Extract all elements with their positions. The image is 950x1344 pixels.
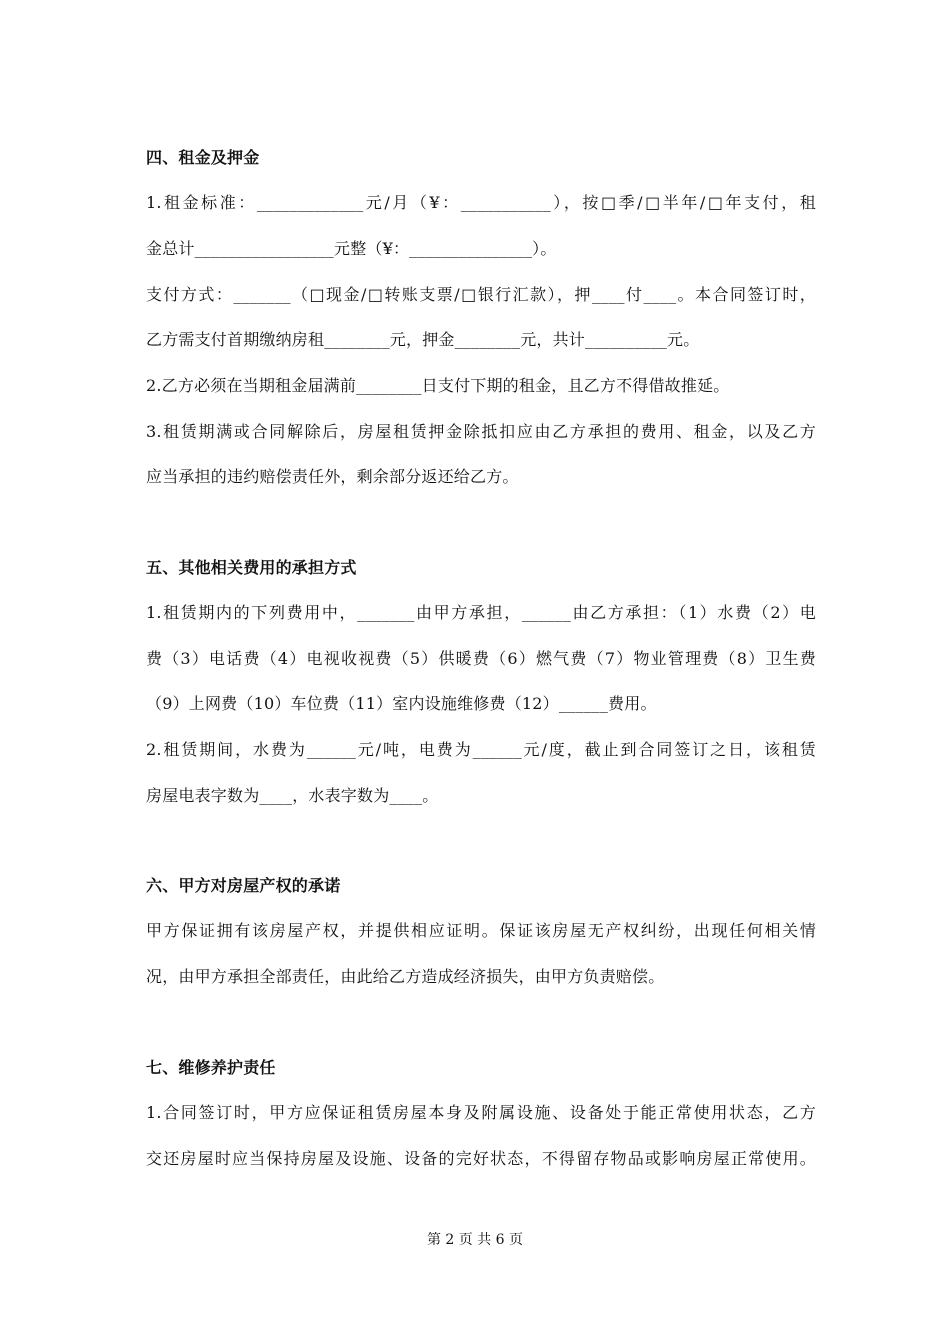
paragraph-line: 应当承担的违约赔偿责任外，剩余部分返还给乙方。 (146, 467, 519, 486)
paragraph-line: 甲方保证拥有该房屋产权，并提供相应证明。保证该房屋无产权纠纷，出现任何相关情 (146, 921, 816, 940)
paragraph-line: 房屋电表字数为____，水表字数为____。 (146, 786, 439, 805)
paragraph-line: 1.租赁期内的下列费用中，_______由甲方承担，______由乙方承担：（1）水费（2）电 (146, 603, 816, 622)
section-heading-other-fees: 五、其他相关费用的承担方式 (146, 558, 357, 577)
paragraph-line: 3.租赁期满或合同解除后，房屋租赁押金除抵扣应由乙方承担的费用、租金，以及乙方 (146, 422, 816, 441)
paragraph-line: 金总计_________________元整（¥：_______________）。 (146, 239, 557, 258)
paragraph-line: 2.租赁期间，水费为______元/吨，电费为______元/度，截止到合同签订之日，该租赁 (146, 740, 816, 759)
section-heading-rent-deposit: 四、租金及押金 (146, 148, 260, 167)
section-heading-property-promise: 六、甲方对房屋产权的承诺 (146, 876, 341, 895)
paragraph-line: 况，由甲方承担全部责任，由此给乙方造成经济损失，由甲方负责赔偿。 (146, 967, 665, 986)
paragraph-line: （9）上网费（10）车位费（11）室内设施维修费（12）______费用。 (146, 694, 657, 713)
paragraph-line: 1.租金标准：_____________元/月（¥：___________），按□季/□半年/□年支付，租 (146, 193, 816, 212)
section-heading-maintenance: 七、维修养护责任 (146, 1058, 276, 1077)
paragraph-line: 支付方式：_______（□现金/□转账支票/□银行汇款），押____付____。本合同签订时， (146, 285, 816, 304)
paragraph-line: 乙方需支付首期缴纳房租________元，押金________元，共计__________元。 (146, 330, 700, 349)
paragraph-line: 2.乙方必须在当期租金届满前________日支付下期的租金，且乙方不得借故推延。 (146, 376, 730, 395)
paragraph-line: 交还房屋时应当保持房屋及设施、设备的完好状态，不得留存物品或影响房屋正常使用。 (146, 1149, 816, 1168)
paragraph-line: 1.合同签订时，甲方应保证租赁房屋本身及附属设施、设备处于能正常使用状态，乙方 (146, 1103, 816, 1122)
paragraph-line: 费（3）电话费（4）电视收视费（5）供暖费（6）燃气费（7）物业管理费（8）卫生费 (146, 649, 816, 668)
page-number-footer: 第 2 页 共 6 页 (426, 1232, 524, 1248)
